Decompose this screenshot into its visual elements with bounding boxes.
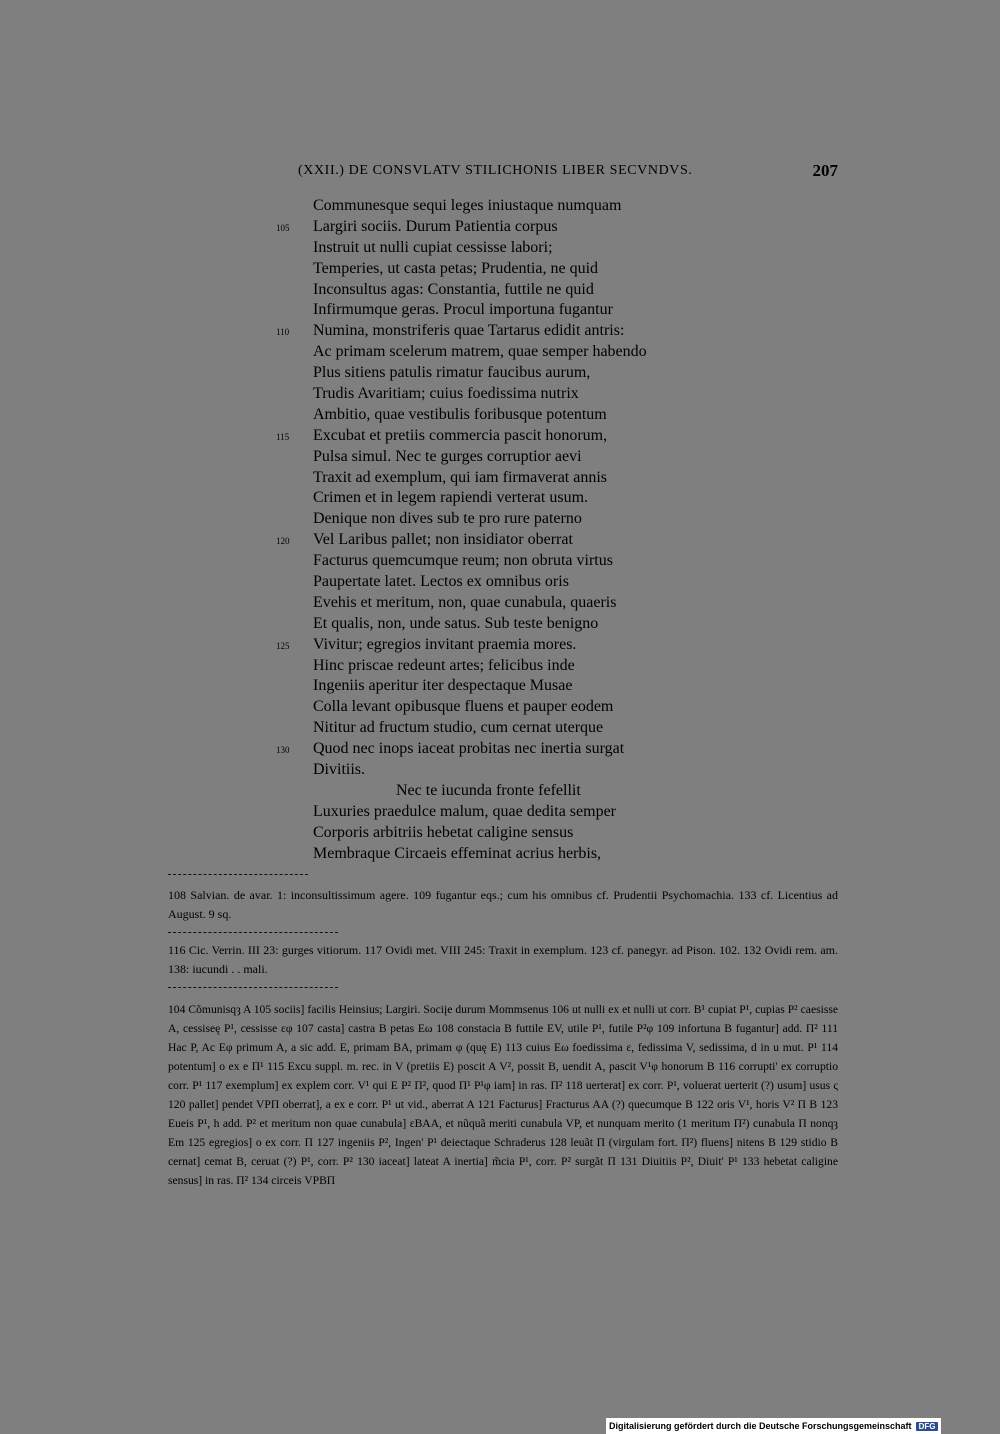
critical-apparatus-text: 104 Cõmunisqȝ A 105 sociis] facilis Heinsius; Largiri. Sociįe durum Mommsenus 106 ut nulli ex et nulli ut corr. B¹ cupiat P¹, cupias P² caesisse A, cessiseę P¹, cessisse εφ 107 casta] castra B petas Eω 108 constacia B futtile EV, utile P¹, futile P²φ 109 infortuna B fugantur] add. Π² 111 Hac P, Ac Eφ primum A, a sic add. E, primam BA, primam φ (quę E) 113 cuius Eω foedissima ε, fedissima V, sedissima, d in u mut. P¹ 114 potentum] o ex e Π¹ 115 Excu suppl. m. rec. in V (pretiis E) poscit A V², possit B, uendit A, pascit V¹φ honorum B 116 corrupti' ex corruptio corr. P¹ 117 exemplum] ex explem corr. V¹ qui E P² Π², quod Π¹ P¹φ iam] in ras. Π² 118 uerterat] ex corr. P¹, voluerat uerterit (?) usum] usus ς 120 pallet] pendet VPΠ oberrat], a ex e corr. P¹ ut vid., aberrat A 121 Facturus] Fracturus AA (?) quecumque B 122 oris V¹, horis V² Π B 123 Eueis P¹, h add. P² et meritum non quae cunabula] εBAA, et nũquã meriti cunabula VP, et nunquam merito (1 meritum Π²) cunabula Π nonqȝ Em 125 egregios] o ex corr. Π 127 ingeniis P², Ingen' P¹ deiectaque Schraderus 128 leuãt Π (virgulam fort. Π²) fluens] nitens B 129 stidio B cernat] cemat B, ceruat (?) P¹, corr. P² 130 iaceat] lateat A inertia] m̃cia P¹, corr. P² surgãt Π 131 Diuitiis P², Diuit' P¹ 133 hebetat caligine sensus] in ras. Π² 134 circeis VPBΠ (168, 1003, 838, 1187)
verse-text: Denique non dives sub te pro rure paterno (313, 510, 582, 528)
source-notes-1 (168, 886, 838, 923)
separator-rule (168, 987, 338, 988)
line-number: 115 (276, 431, 290, 442)
verse-line (270, 196, 850, 217)
digitization-footer (606, 1418, 941, 1434)
verse-text: Instruit ut nulli cupiat cessisse labori; (313, 238, 553, 256)
verse-text: Paupertate latet. Lectos ex omnibus oris (313, 573, 569, 591)
verse-line (270, 321, 850, 342)
verse-line (270, 384, 850, 405)
verse-line (270, 614, 850, 635)
verse-line (270, 426, 850, 447)
verse-text: Luxuries praedulce malum, quae dedita semper (313, 802, 616, 820)
verse-line (270, 363, 850, 384)
verse-text: Trudis Avaritiam; cuius foedissima nutrix (313, 385, 579, 403)
dfg-logo: DFG (916, 1422, 939, 1431)
verse-line (270, 342, 850, 363)
line-number: 110 (276, 327, 290, 338)
verse-line (270, 656, 850, 677)
source-notes-2-text: 116 Cic. Verrin. III 23: gurges vitiorum. 117 Ovidi met. VIII 245: Traxit in exemplum. 123 cf. panegyr. ad Pison. 102. 132 Ovidi rem. am. 138: iucundi . . mali. (168, 943, 838, 976)
verse-text: Inconsultus agas: Constantia, futtile ne quid (313, 280, 594, 298)
verse-line (270, 405, 850, 426)
verse-text: Membraque Circaeis effeminat acrius herbis, (313, 844, 602, 862)
verse-text: Colla levant opibusque fluens et pauper eodem (313, 698, 614, 716)
verse-line (270, 802, 850, 823)
separator-rule (168, 874, 308, 875)
verse-text: Ambitio, quae vestibulis foribusque potentum (313, 405, 607, 423)
verse-line (270, 823, 850, 844)
verse-text: Ac primam scelerum matrem, quae semper habendo (313, 343, 647, 361)
verse-line (270, 509, 850, 530)
verse-line (270, 844, 850, 865)
verse-line (270, 718, 850, 739)
verse-line (270, 488, 850, 509)
verse-text: Facturus quemcumque reum; non obruta virtus (313, 552, 613, 570)
verse-text: Ingeniis aperitur iter despectaque Musae (313, 677, 573, 695)
verse-text: Divitiis. (313, 761, 366, 779)
verse-line (270, 447, 850, 468)
verse-text: Crimen et in legem rapiendi verterat usum. (313, 489, 589, 507)
verse-text: Pulsa simul. Nec te gurges corruptior aevi (313, 447, 582, 465)
verse-line (270, 593, 850, 614)
poem-text (270, 196, 850, 865)
line-number: 120 (276, 536, 290, 547)
verse-line (270, 238, 850, 259)
verse-line (270, 468, 850, 489)
verse-text: Numina, monstriferis quae Tartarus edidit antris: (313, 322, 625, 340)
verse-text: Vivitur; egregios invitant praemia mores. (313, 635, 577, 653)
source-notes-2 (168, 941, 838, 978)
verse-line (270, 781, 850, 802)
verse-line (270, 635, 850, 656)
line-number: 130 (276, 745, 290, 756)
verse-text: Infirmumque geras. Procul importuna fugantur (313, 301, 613, 319)
verse-text: Communesque sequi leges iniustaque numquam (313, 197, 622, 214)
verse-line (270, 280, 850, 301)
separator-rule (168, 932, 338, 933)
verse-line (270, 300, 850, 321)
verse-line (270, 551, 850, 572)
page-number: 207 (812, 161, 838, 180)
source-notes-1-text: 108 Salvian. de avar. 1: inconsultissimum agere. 109 fugantur eqs.; cum his omnibus cf. Prudentii Psychomachia. 133 cf. Licentius ad August. 9 sq. (168, 888, 838, 921)
critical-apparatus (168, 1000, 838, 1190)
footer-text: Digitalisierung gefördert durch die Deutsche Forschungsgemeinschaft (609, 1421, 912, 1431)
verse-text: Quod nec inops iaceat probitas nec inertia surgat (313, 740, 625, 758)
verse-text: Vel Laribus pallet; non insidiator oberrat (313, 531, 573, 549)
verse-line (270, 572, 850, 593)
verse-text: Largiri sociis. Durum Patientia corpus (313, 217, 558, 235)
page-header (298, 161, 838, 183)
verse-line (270, 259, 850, 280)
verse-text: Nititur ad fructum studio, cum cernat uterque (313, 719, 604, 737)
verse-text: Temperies, ut casta petas; Prudentia, ne quid (313, 259, 599, 277)
running-title: (XXII.) DE CONSVLATV STILICHONIS LIBER SECVNDVS. (298, 163, 693, 178)
verse-line (270, 697, 850, 718)
verse-text: Nec te iucunda fronte fefellit (396, 781, 581, 799)
verse-text: Excubat et pretiis commercia pascit honorum, (313, 426, 608, 444)
line-number: 105 (276, 222, 290, 233)
verse-line (270, 739, 850, 760)
verse-text: Traxit ad exemplum, qui iam firmaverat annis (313, 468, 608, 486)
verse-text: Plus sitiens patulis rimatur faucibus aurum, (313, 364, 591, 382)
verse-text: Hinc priscae redeunt artes; felicibus inde (313, 656, 575, 674)
verse-text: Evehis et meritum, non, quae cunabula, quaeris (313, 593, 617, 611)
verse-text: Corporis arbitriis hebetat caligine sensus (313, 823, 574, 841)
verse-line (270, 676, 850, 697)
verse-line (270, 530, 850, 551)
line-number: 125 (276, 640, 290, 651)
verse-line (270, 217, 850, 238)
verse-line (270, 760, 850, 781)
verse-text: Et qualis, non, unde satus. Sub teste benigno (313, 614, 599, 632)
